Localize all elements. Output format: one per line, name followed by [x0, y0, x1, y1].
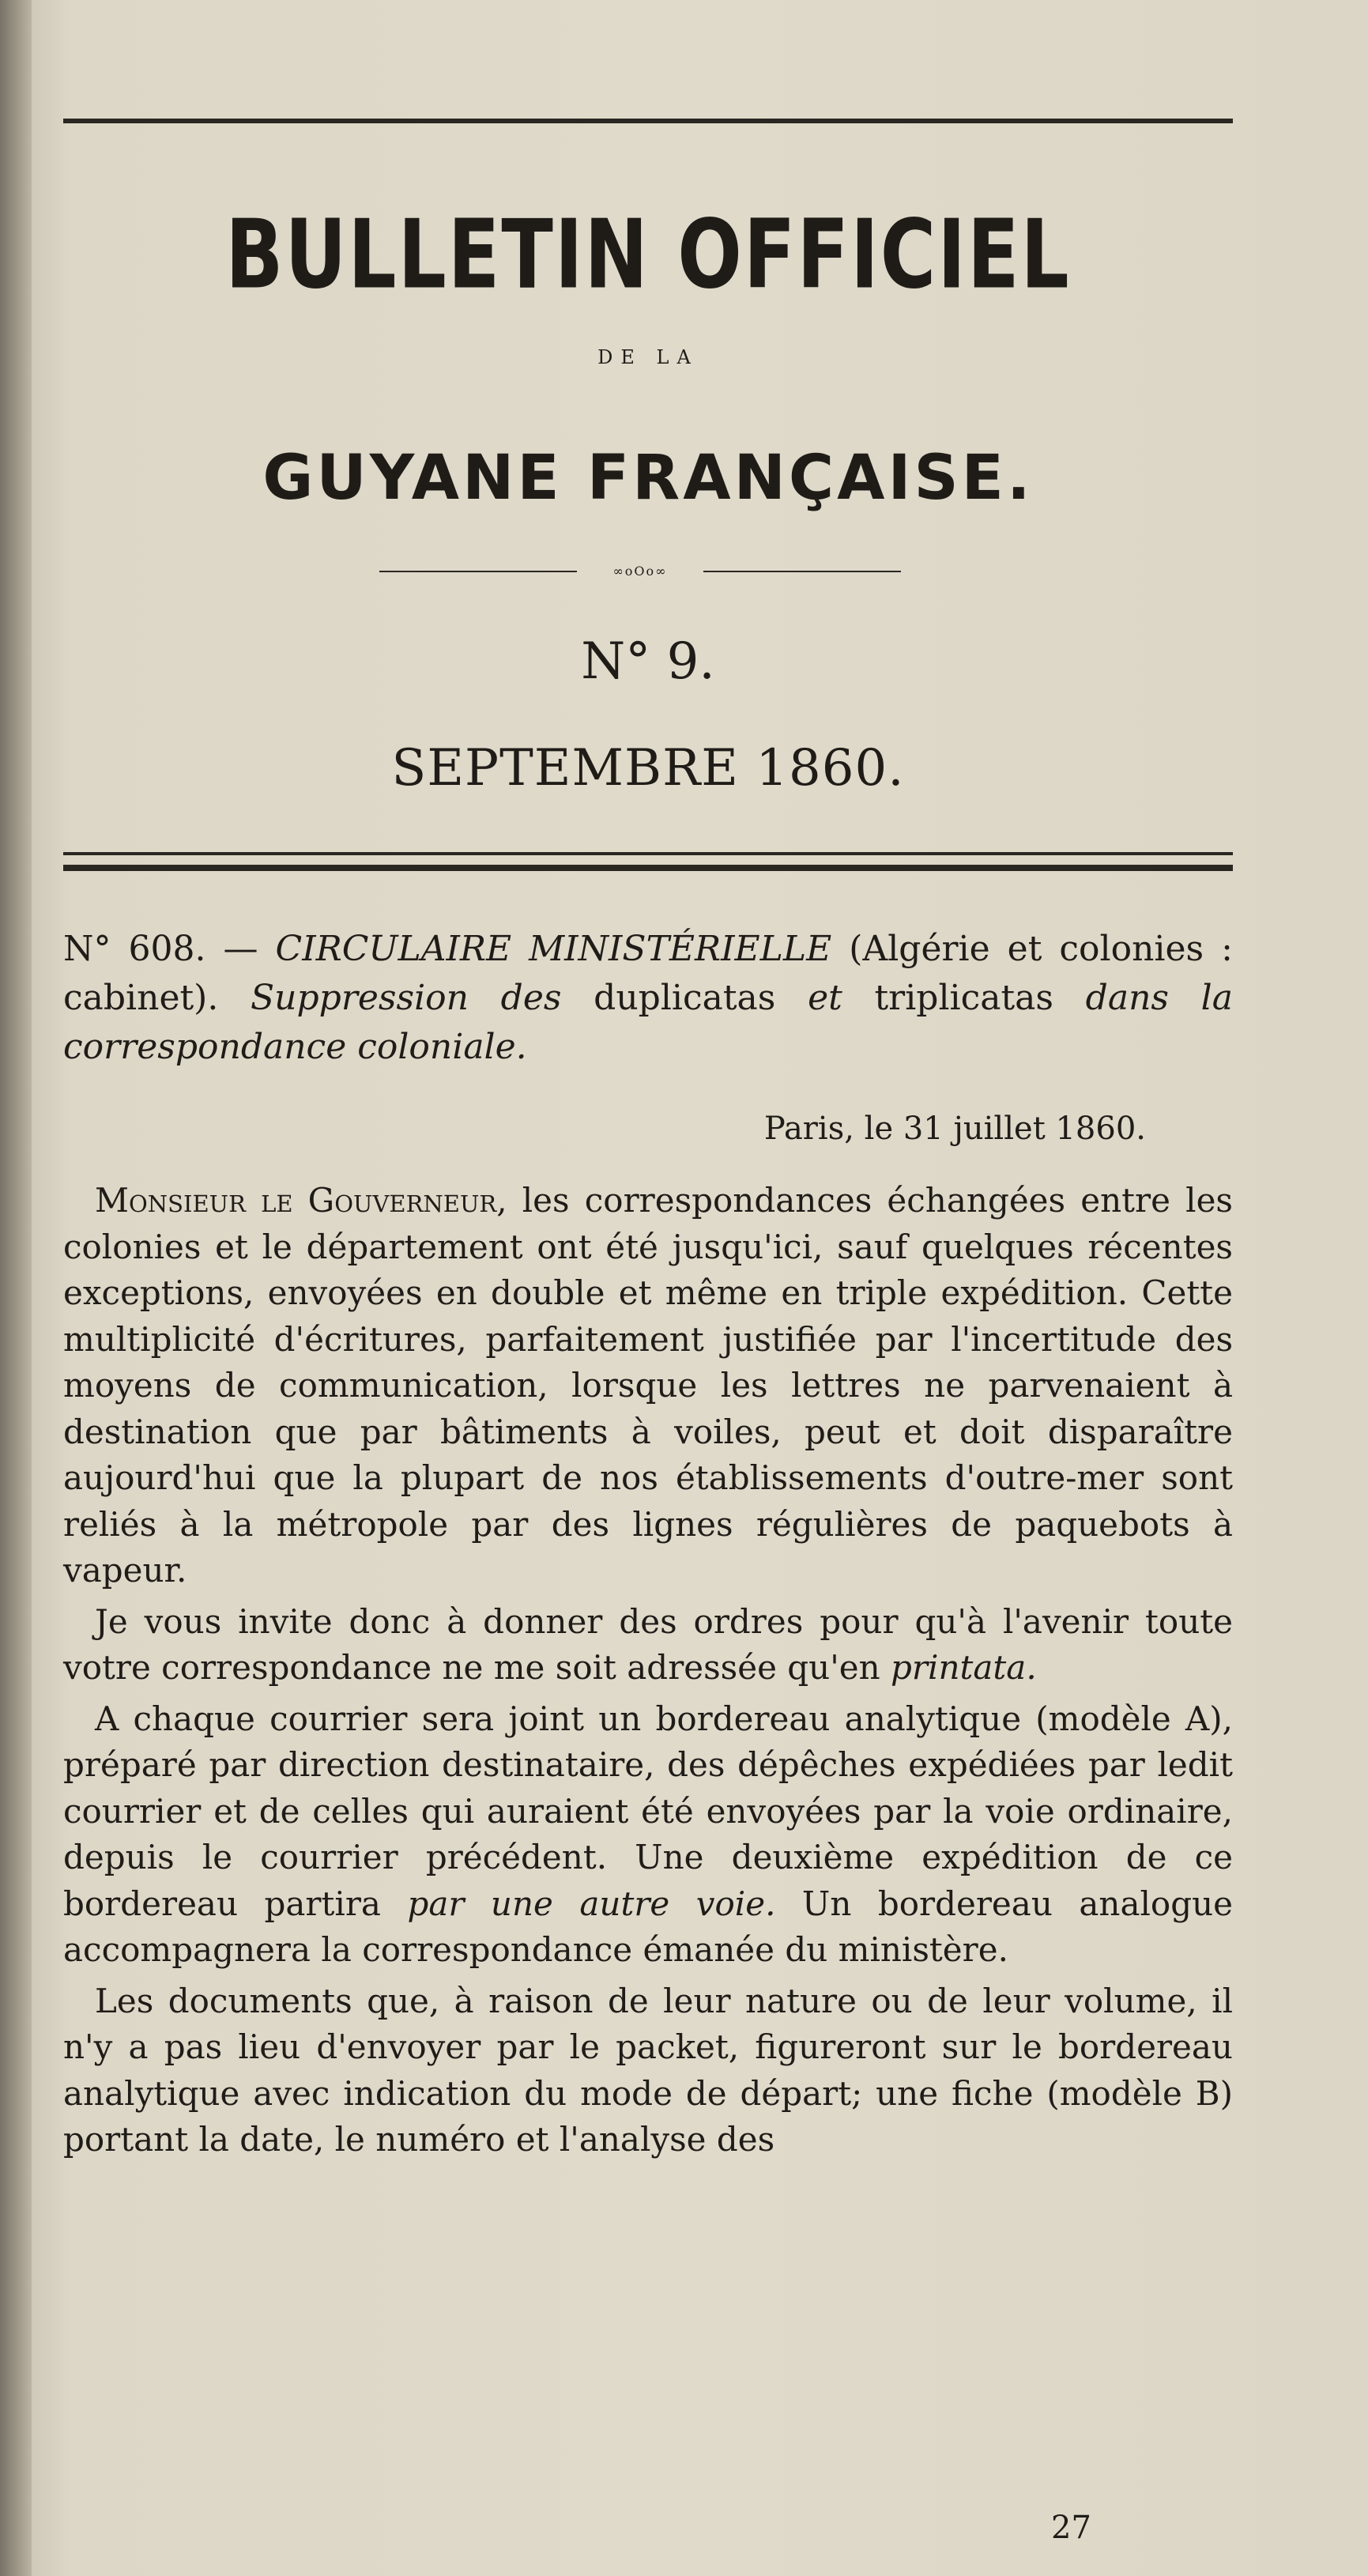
- article-heading: [63, 925, 1233, 1072]
- separator-rule-thin: [63, 852, 1233, 855]
- paragraph-1-text: les correspondances échangées entre les colonies et le département ont été jusqu'ici, sauf quelques récentes exceptions, envoyées en double et même en triple expédition. Cette multiplicité d'écritures, parfaitement justifiée par l'incertitude des moyens de communication, lorsque les lettres ne parvenaient à destination que par bâtiments à voiles, peut et doit disparaître aujourd'hui que la plupart de nos établissements d'outre-mer sont reliés à la métropole par des lignes régulières de paquebots à vapeur.: [63, 1181, 1233, 1590]
- page-number: 27: [1051, 2510, 1091, 2546]
- letter-body: [63, 1178, 1233, 2163]
- paragraph-3-end: Un bordereau analogue accompagnera la correspondance émanée du ministère.: [63, 1884, 1233, 1969]
- issue-date: SEPTEMBRE 1860.: [391, 739, 905, 798]
- paragraph-2-italic: printata.: [891, 1648, 1037, 1687]
- paragraph-1: [63, 1178, 1233, 1594]
- ornament-divider: [379, 566, 901, 577]
- issue-number: N° 9.: [581, 632, 715, 691]
- title-connector: DE LA: [597, 346, 699, 368]
- article-number: N° 608. —: [63, 929, 258, 969]
- article-subject-word1: duplicatas: [594, 978, 776, 1018]
- paragraph-3-text: A chaque courrier sera joint un bordereau analytique (modèle A), préparé par direction destinataire, des dépêches expédiées par ledit courrier et de celles qui auraient été envoyées par la voie ordinaire, depuis le courrier précédent. Une deuxième expédition de ce bordereau partira: [63, 1699, 1233, 1923]
- paragraph-3: [63, 1696, 1233, 1974]
- letter-place-date: Paris, le 31 juillet 1860.: [763, 1111, 1146, 1147]
- article-subject-part2: dans la correspondance coloniale.: [63, 978, 1233, 1067]
- paragraph-4-text: Les documents que, à raison de leur nature ou de leur volume, il n'y a pas lieu d'envoyer par le packet, figureront sur le bordereau analytique avec indication du mode de départ; une fiche (modèle B) portant la date, le numéro et l'analyse des: [63, 1981, 1233, 2159]
- page-binding-edge: [0, 0, 32, 2576]
- colony-title: GUYANE FRANÇAISE.: [262, 443, 1034, 514]
- article-subject-word2: triplicatas: [874, 978, 1053, 1018]
- article-subject-part1: Suppression des: [251, 978, 562, 1018]
- paragraph-4: [63, 1978, 1233, 2163]
- article-department: (Algérie et colonies : cabinet).: [63, 929, 1233, 1018]
- article-type: CIRCULAIRE MINISTÉRIELLE: [275, 929, 832, 969]
- ornament-center: ∞oOo∞: [612, 564, 668, 579]
- bulletin-title: BULLETIN OFFICIEL: [225, 199, 1071, 310]
- ornament-line-right: [703, 571, 901, 572]
- article-subject-et: et: [808, 978, 842, 1018]
- paragraph-2: [63, 1599, 1233, 1692]
- paragraph-2-text: Je vous invite donc à donner des ordres pour qu'à l'avenir toute votre correspondance ne me soit adressée qu'en: [63, 1601, 1233, 1687]
- salutation: Monsieur le Gouverneur,: [95, 1181, 507, 1220]
- separator-rule-thick: [63, 865, 1233, 871]
- top-rule: [63, 119, 1233, 123]
- paragraph-3-italic: par une autre voie.: [407, 1884, 776, 1923]
- ornament-line-left: [379, 571, 577, 572]
